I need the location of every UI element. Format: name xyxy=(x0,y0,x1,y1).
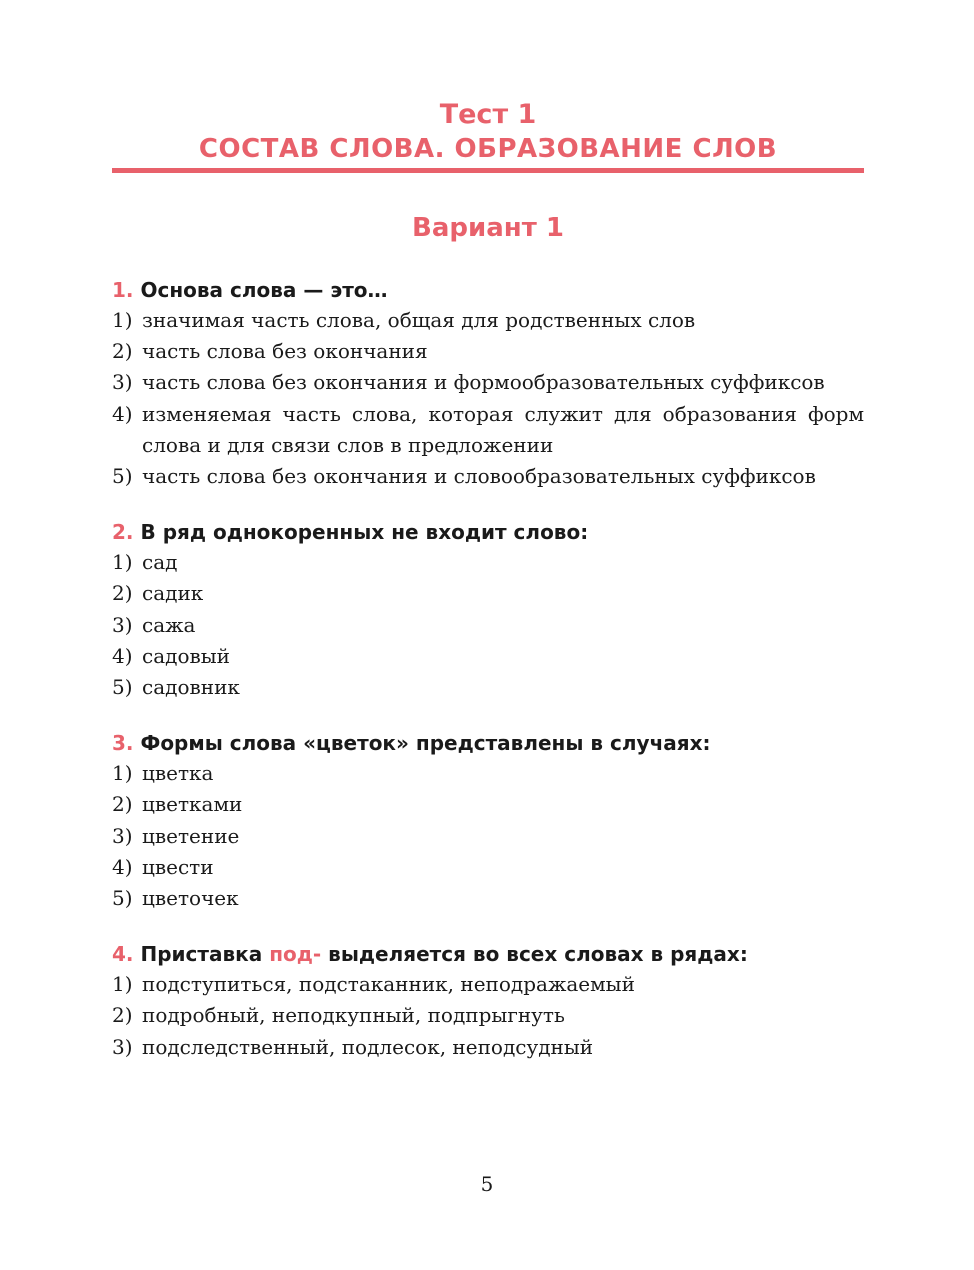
answer-option xyxy=(112,399,864,461)
answer-options xyxy=(112,547,864,703)
question-number: 4. xyxy=(112,942,134,967)
answer-options xyxy=(112,758,864,914)
option-number: 5) xyxy=(112,886,133,911)
option-number: 4) xyxy=(112,643,133,668)
option-text: изменяемая часть слова, которая служит для образования форм слова и для связи слов в предложении xyxy=(142,401,864,457)
question-heading xyxy=(112,517,864,547)
question-3 xyxy=(112,728,864,914)
question-number: 1. xyxy=(112,278,134,302)
answer-option xyxy=(112,1032,864,1063)
question-text: Основа слова — это… xyxy=(140,278,388,302)
option-number: 3) xyxy=(112,612,133,637)
option-text: цветение xyxy=(142,823,240,848)
answer-option xyxy=(112,578,864,609)
question-text: В ряд однокоренных не входит слово: xyxy=(140,520,589,545)
option-text: подробный, неподкупный, подпрыгнуть xyxy=(142,1003,565,1028)
prefix-highlight: под- xyxy=(269,942,322,967)
option-text: садовый xyxy=(142,643,230,668)
answer-option xyxy=(112,883,864,914)
option-number: 2) xyxy=(112,581,133,606)
questions-list xyxy=(112,275,864,1088)
option-number: 4) xyxy=(112,854,133,879)
question-text-after: выделяется во всех словах в рядах: xyxy=(321,942,748,967)
question-2 xyxy=(112,517,864,703)
answer-option xyxy=(112,305,864,336)
answer-option xyxy=(112,789,864,820)
test-subtitle: СОСТАВ СЛОВА. ОБРАЗОВАНИЕ СЛОВ xyxy=(198,134,778,164)
option-number: 4) xyxy=(112,401,133,426)
answer-option xyxy=(112,610,864,641)
question-number: 3. xyxy=(112,731,134,756)
option-text: садик xyxy=(142,581,204,606)
test-title: Тест 1 xyxy=(439,99,537,130)
option-number: 5) xyxy=(112,675,133,700)
variant-title: Вариант 1 xyxy=(412,213,564,243)
answer-option xyxy=(112,641,864,672)
option-text: цветками xyxy=(142,792,243,817)
option-text: садовник xyxy=(142,675,240,700)
question-heading xyxy=(112,939,864,969)
answer-option xyxy=(112,336,864,367)
option-number: 1) xyxy=(112,761,133,786)
question-1 xyxy=(112,275,864,492)
option-number: 3) xyxy=(112,823,133,848)
question-number: 2. xyxy=(112,520,134,545)
option-text: цветочек xyxy=(142,886,239,911)
question-4 xyxy=(112,939,864,1063)
option-number: 2) xyxy=(112,339,133,364)
question-heading xyxy=(112,728,864,758)
answer-options xyxy=(112,969,864,1063)
option-number: 1) xyxy=(112,972,133,997)
option-number: 2) xyxy=(112,792,133,817)
option-text: часть слова без окончания и формообразовательных суффиксов xyxy=(142,370,825,395)
option-number: 3) xyxy=(112,370,133,395)
option-text: цвести xyxy=(142,854,214,879)
option-number: 1) xyxy=(112,550,133,575)
question-text: Формы слова «цветок» представлены в случаях: xyxy=(140,731,711,756)
option-text: сад xyxy=(142,550,178,575)
answer-option xyxy=(112,758,864,789)
option-number: 1) xyxy=(112,308,133,332)
question-heading xyxy=(112,275,864,305)
answer-option xyxy=(112,969,864,1000)
option-text: часть слова без окончания xyxy=(142,339,428,364)
answer-option xyxy=(112,547,864,578)
answer-option xyxy=(112,461,864,492)
answer-option xyxy=(112,1000,864,1031)
answer-options xyxy=(112,305,864,492)
option-text: сажа xyxy=(142,612,196,637)
option-number: 3) xyxy=(112,1034,133,1059)
answer-option xyxy=(112,672,864,703)
page-number: 5 xyxy=(480,1172,494,1196)
answer-option xyxy=(112,367,864,398)
answer-option xyxy=(112,821,864,852)
option-number: 2) xyxy=(112,1003,133,1028)
option-text: цветка xyxy=(142,761,214,786)
option-text: подступиться, подстаканник, неподражаемый xyxy=(142,972,635,997)
option-text: часть слова без окончания и словообразовательных суффиксов xyxy=(142,464,816,489)
answer-option xyxy=(112,852,864,883)
option-text: значимая часть слова, общая для родственных слов xyxy=(142,308,696,332)
test-header xyxy=(112,98,864,166)
header-divider xyxy=(112,168,864,173)
question-text-before: Приставка xyxy=(140,942,270,967)
option-text: подследственный, подлесок, неподсудный xyxy=(142,1034,594,1059)
option-number: 5) xyxy=(112,464,133,489)
